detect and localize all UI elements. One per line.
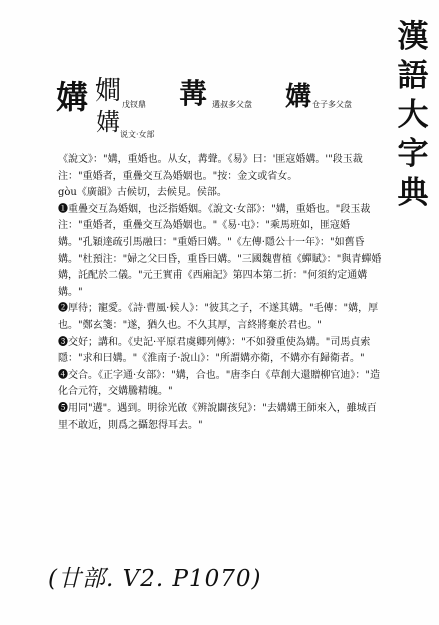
- sense-3: ❸交好；講和。《史記·平原君虞卿列傳》："不如發重使為媾。"司馬貞索隱："求和曰媾。"《淮南子·說山》："所謂媾亦衛，不媾亦有歸衛者。": [58, 336, 371, 365]
- sense-4: ❹交合。《正字通·女部》："媾，合也。"唐李白《草創大還贈柳官迪》："造化合元符，交媾騰精魄。": [58, 369, 380, 398]
- sense-2: ❷厚待；寵愛。《詩·曹風·候人》："彼其之子，不遂其媾。"毛傳："媾，厚也。"鄭玄箋："遂，猶久也。不久其厚，言終將棄於君也。": [58, 303, 379, 331]
- ancient-form-2-source: 说文·女部: [120, 130, 155, 139]
- title-char-2: 語: [397, 58, 429, 94]
- ancient-form-4-source: 仓子多父盘: [312, 100, 352, 109]
- etymology-paragraph: 《說文》："媾，重婚也。从女，冓聲。《易》曰：'匪寇婚媾。'"段玉裁注："重婚者，重疊交互為婚姻也。"按：金文或省女。: [58, 154, 363, 182]
- title-char-3: 大: [397, 97, 429, 133]
- ancient-form-3-source: 遘叔多父盘: [212, 100, 252, 109]
- headword-character: 媾: [56, 78, 89, 116]
- pronunciation-line: gòu《廣韻》古候切，去候見。侯部。: [58, 187, 227, 199]
- ancient-form-1: 𡢃: [95, 76, 122, 106]
- entry-body: [58, 152, 384, 434]
- dictionary-title-vertical: [396, 18, 430, 213]
- sense-1: ❶重疊交互為婚姻，也泛指婚姻。《說文·女部》："媾，重婚也。"段玉裁注："重婚者，重疊交互為婚姻也。"《易·屯》："乘馬班如，匪寇婚媾。"孔穎達疏引馬融曰："重婚曰媾。"《左傳·隱公十一年》："如舊昏媾。"杜預注："婦之父曰昏，重昏曰媾。"三國魏曹植《蟬賦》："與青蟬婚媾，託配於二儀。"元王實甫《西廂記》第四本第二折："何須約定通媾媾。": [58, 203, 382, 298]
- ancient-form-2: 媾: [96, 108, 120, 136]
- sense-5: ❺用同"遘"。遇到。明徐光啟《辨說闢孩兒》："去媾媾王師來入，雖城百里不敢近，則爲之攝恕得耳去。": [58, 402, 377, 431]
- title-char-5: 典: [397, 175, 429, 211]
- title-char-1: 漢: [397, 19, 429, 55]
- title-char-4: 字: [397, 136, 429, 172]
- ancient-form-1-source: 戊钗鼎: [122, 100, 146, 109]
- handwritten-reference-note: (廿部. V2. P1070): [48, 566, 262, 592]
- ancient-form-3: 冓: [179, 77, 208, 110]
- ancient-form-4: 媾: [285, 82, 312, 112]
